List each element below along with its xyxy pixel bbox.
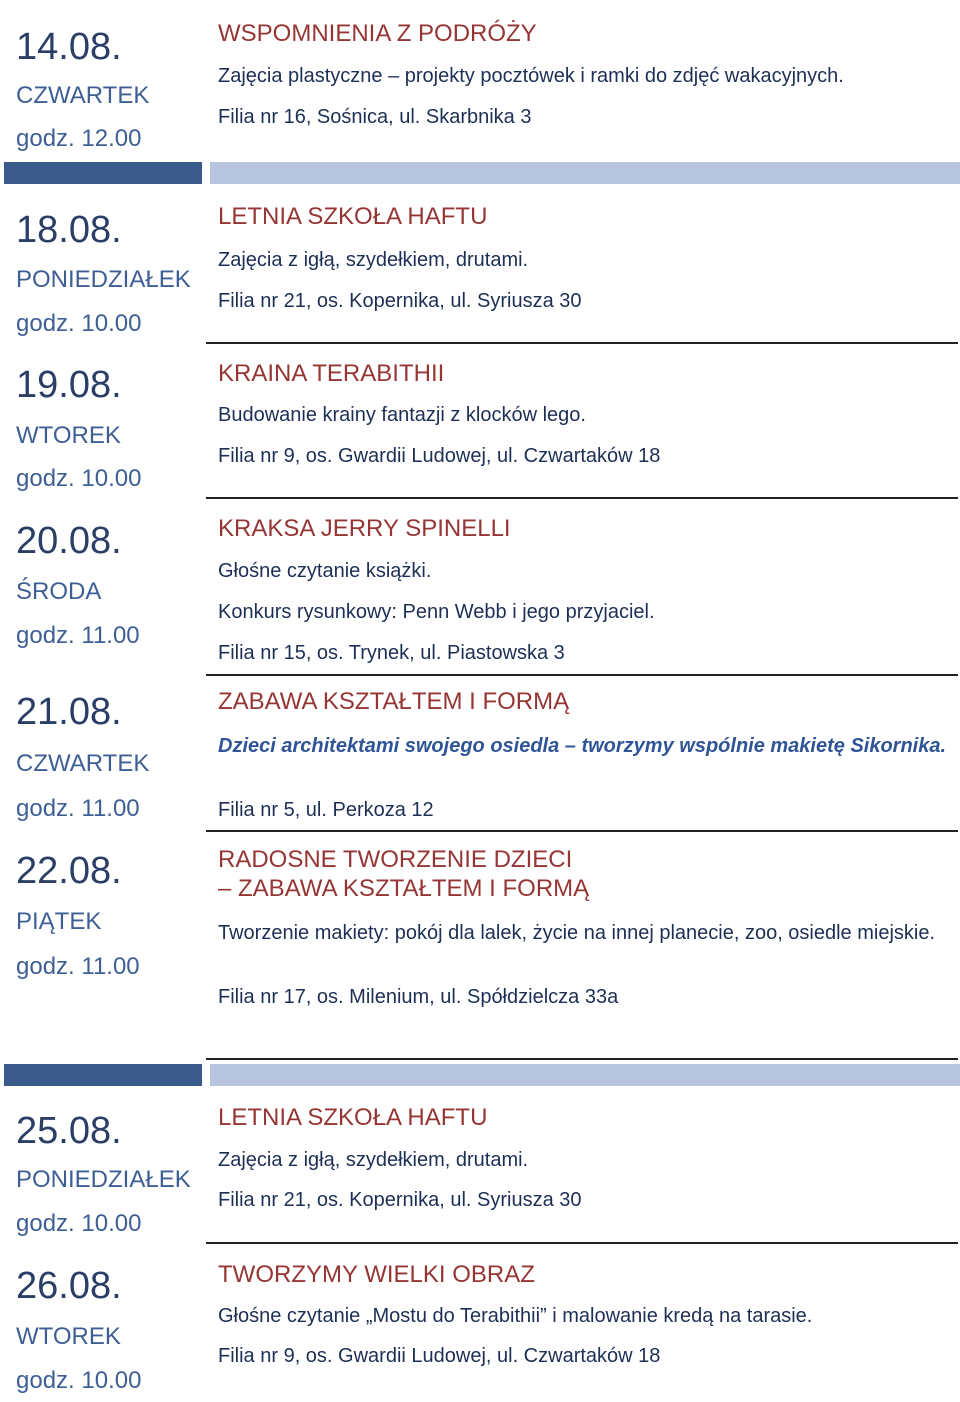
entry-location: Filia nr 5, ul. Perkoza 12	[218, 799, 434, 821]
entry-day: ŚRODA	[16, 578, 102, 605]
entry-date: 22.08.	[16, 850, 122, 892]
row-separator	[206, 1242, 958, 1244]
entry-contest: Konkurs rysunkowy: Penn Webb i jego przyjaciel.	[218, 601, 655, 623]
entry-day: PIĄTEK	[16, 908, 102, 935]
entry-day: CZWARTEK	[16, 82, 150, 109]
row-separator	[206, 497, 958, 499]
entry-time: godz. 10.00	[16, 1367, 142, 1394]
entry-description: Tworzenie makiety: pokój dla lalek, życie na innej planecie, zoo, osiedle miejskie.	[218, 922, 936, 944]
entry-day: WTOREK	[16, 422, 121, 449]
entry-title: KRAKSA JERRY SPINELLI	[218, 515, 511, 542]
entry-location: Filia nr 15, os. Trynek, ul. Piastowska 3	[218, 642, 565, 664]
entry-description: Zajęcia z igłą, szydełkiem, drutami.	[218, 1149, 529, 1171]
entry-title: WSPOMNIENIA Z PODRÓŻY	[218, 20, 537, 47]
row-separator	[206, 1058, 958, 1060]
entry-time: godz. 10.00	[16, 465, 142, 492]
entry-date: 20.08.	[16, 520, 122, 562]
entry-day: PONIEDZIAŁEK	[16, 266, 191, 293]
row-separator	[206, 830, 958, 832]
entry-description: Dzieci architektami swojego osiedla – tworzymy wspólnie makietę Sikornika.	[218, 735, 947, 757]
entry-title: ZABAWA KSZTAŁTEM I FORMĄ	[218, 688, 570, 715]
entry-time: godz. 10.00	[16, 310, 142, 337]
entry-time: godz. 11.00	[16, 953, 140, 980]
entry-location: Filia nr 16, Sośnica, ul. Skarbnika 3	[218, 106, 532, 128]
entry-day: PONIEDZIAŁEK	[16, 1166, 191, 1193]
row-separator	[206, 342, 958, 344]
entry-title: KRAINA TERABITHII	[218, 360, 445, 387]
entry-date: 18.08.	[16, 209, 122, 251]
entry-description: Zajęcia z igłą, szydełkiem, drutami.	[218, 249, 529, 271]
entry-time: godz. 11.00	[16, 622, 140, 649]
entry-description: Głośne czytanie „Mostu do Terabithii” i malowanie kredą na tarasie.	[218, 1305, 813, 1327]
row-separator	[206, 674, 958, 676]
entry-description: Głośne czytanie książki.	[218, 560, 432, 582]
entry-date: 26.08.	[16, 1265, 122, 1307]
entry-title: RADOSNE TWORZENIE DZIECI	[218, 846, 573, 873]
entry-location: Filia nr 17, os. Milenium, ul. Spółdzielcza 33a	[218, 986, 619, 1008]
entry-location: Filia nr 9, os. Gwardii Ludowej, ul. Czwartaków 18	[218, 1345, 661, 1367]
entry-description: Budowanie krainy fantazji z klocków lego.	[218, 404, 586, 426]
entry-title: LETNIA SZKOŁA HAFTU	[218, 203, 488, 230]
entry-time: godz. 12.00	[16, 125, 142, 152]
entry-day: CZWARTEK	[16, 750, 150, 777]
entry-date: 21.08.	[16, 691, 122, 733]
entry-location: Filia nr 21, os. Kopernika, ul. Syriusza 30	[218, 290, 582, 312]
entry-location: Filia nr 9, os. Gwardii Ludowej, ul. Czwartaków 18	[218, 445, 661, 467]
entry-date: 14.08.	[16, 26, 122, 68]
entry-date: 19.08.	[16, 364, 122, 406]
entry-subtitle: – ZABAWA KSZTAŁTEM I FORMĄ	[218, 875, 590, 902]
entry-time: godz. 10.00	[16, 1210, 142, 1237]
entry-location: Filia nr 21, os. Kopernika, ul. Syriusza 30	[218, 1189, 582, 1211]
entry-description: Zajęcia plastyczne – projekty pocztówek i ramki do zdjęć wakacyjnych.	[218, 65, 844, 87]
entry-title: TWORZYMY WIELKI OBRAZ	[218, 1261, 535, 1288]
entry-title: LETNIA SZKOŁA HAFTU	[218, 1104, 488, 1131]
entry-time: godz. 11.00	[16, 795, 140, 822]
entry-day: WTOREK	[16, 1323, 121, 1350]
entry-date: 25.08.	[16, 1110, 122, 1152]
